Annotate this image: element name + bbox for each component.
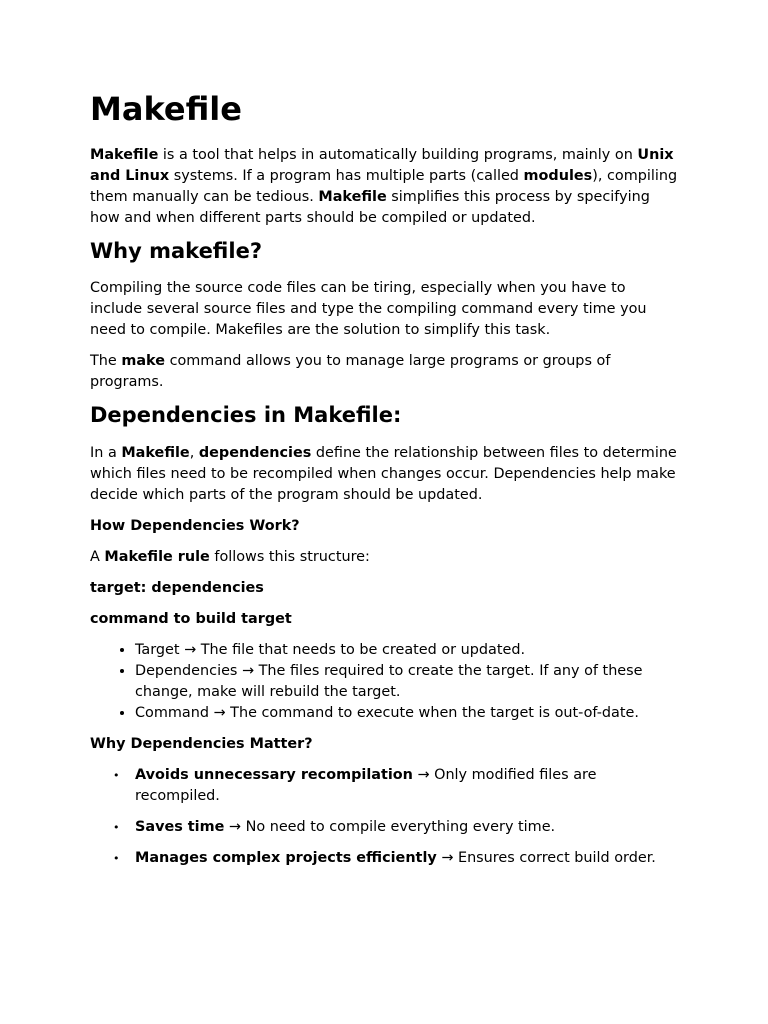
rule-text-1: A [90,548,105,565]
intro-text-3: ), compiling them manually can be tedious. [90,168,678,206]
reason-text-1: → Only modified files are recompiled. [135,766,597,804]
rule-text-2: follows this structure: [209,548,370,565]
intro-paragraph [90,145,678,229]
rule-parts-list [90,640,678,724]
list-item-target: • Target → The file that needs to be created or updated. [135,640,678,661]
list-item-avoids-recompilation [135,765,678,807]
why-dependencies-matter-subheading: Why Dependencies Matter? [90,735,313,752]
deps-p1-text-3: define the relationship between files to determine which files need to be recompiled when changes occur. Dependencies help make decide which parts of the program should be updated. [90,444,677,503]
deps-p1-text-1: In a [90,444,122,461]
why-paragraph-1: Compiling the source code files can be tiring, especially when you have to include several source files and type the compiling command every time you need to compile. Makefiles are the solution to simplify this task. [90,280,647,339]
why-p2-text-2: command allows you to manage large programs or groups of programs. [90,353,611,391]
reason-bold-1: Avoids unnecessary recompilation [135,766,413,783]
why-makefile-heading: Why makefile? [90,239,262,264]
intro-bold-unix-linux: Unix and Linux [90,147,674,185]
reason-bold-2: Saves time [135,818,225,835]
how-dependencies-work-subheading: How Dependencies Work? [90,517,300,534]
deps-p1-bold-dependencies: dependencies [198,444,312,461]
deps-p1-text-2: , [189,444,199,461]
intro-bold-modules: modules [523,168,593,185]
dependencies-heading: Dependencies in Makefile: [90,403,402,428]
makefile-rule-paragraph [90,547,678,568]
rule-bold-makefile-rule: Makefile rule [104,548,210,565]
intro-text-1: is a tool that helps in automatically building programs, mainly on [158,147,638,164]
page-title: Makefile [90,90,242,128]
list-item-dependencies: • Dependencies → The files required to create the target. If any of these change, make will rebuild the target. [135,661,678,703]
list-item-manages-complex-projects [135,848,678,869]
intro-text-4: simplifies this process by specifying how and when different parts should be compiled or updated. [90,189,650,227]
reason-text-3: → Ensures correct build order. [436,849,656,866]
intro-text-2: systems. If a program has multiple parts (called [169,168,524,185]
intro-bold-makefile-2: Makefile [318,189,387,206]
why-p2-bold-make: make [121,353,165,370]
reason-text-2: → No need to compile everything every time. [224,818,556,835]
reason-bold-3: Manages complex projects efficiently [135,849,437,866]
why-paragraph-2 [90,351,678,393]
rule-structure-line-2: command to build target [90,610,292,627]
why-p2-text-1: The [90,353,122,370]
list-item-command: • Command → The command to execute when the target is out-of-date. [135,703,678,724]
deps-p1-bold-makefile: Makefile [121,444,190,461]
intro-bold-makefile: Makefile [90,147,159,164]
reasons-list [90,765,678,869]
dependencies-paragraph [90,443,678,506]
rule-structure-line-1: target: dependencies [90,579,264,596]
list-item-saves-time [135,817,678,838]
